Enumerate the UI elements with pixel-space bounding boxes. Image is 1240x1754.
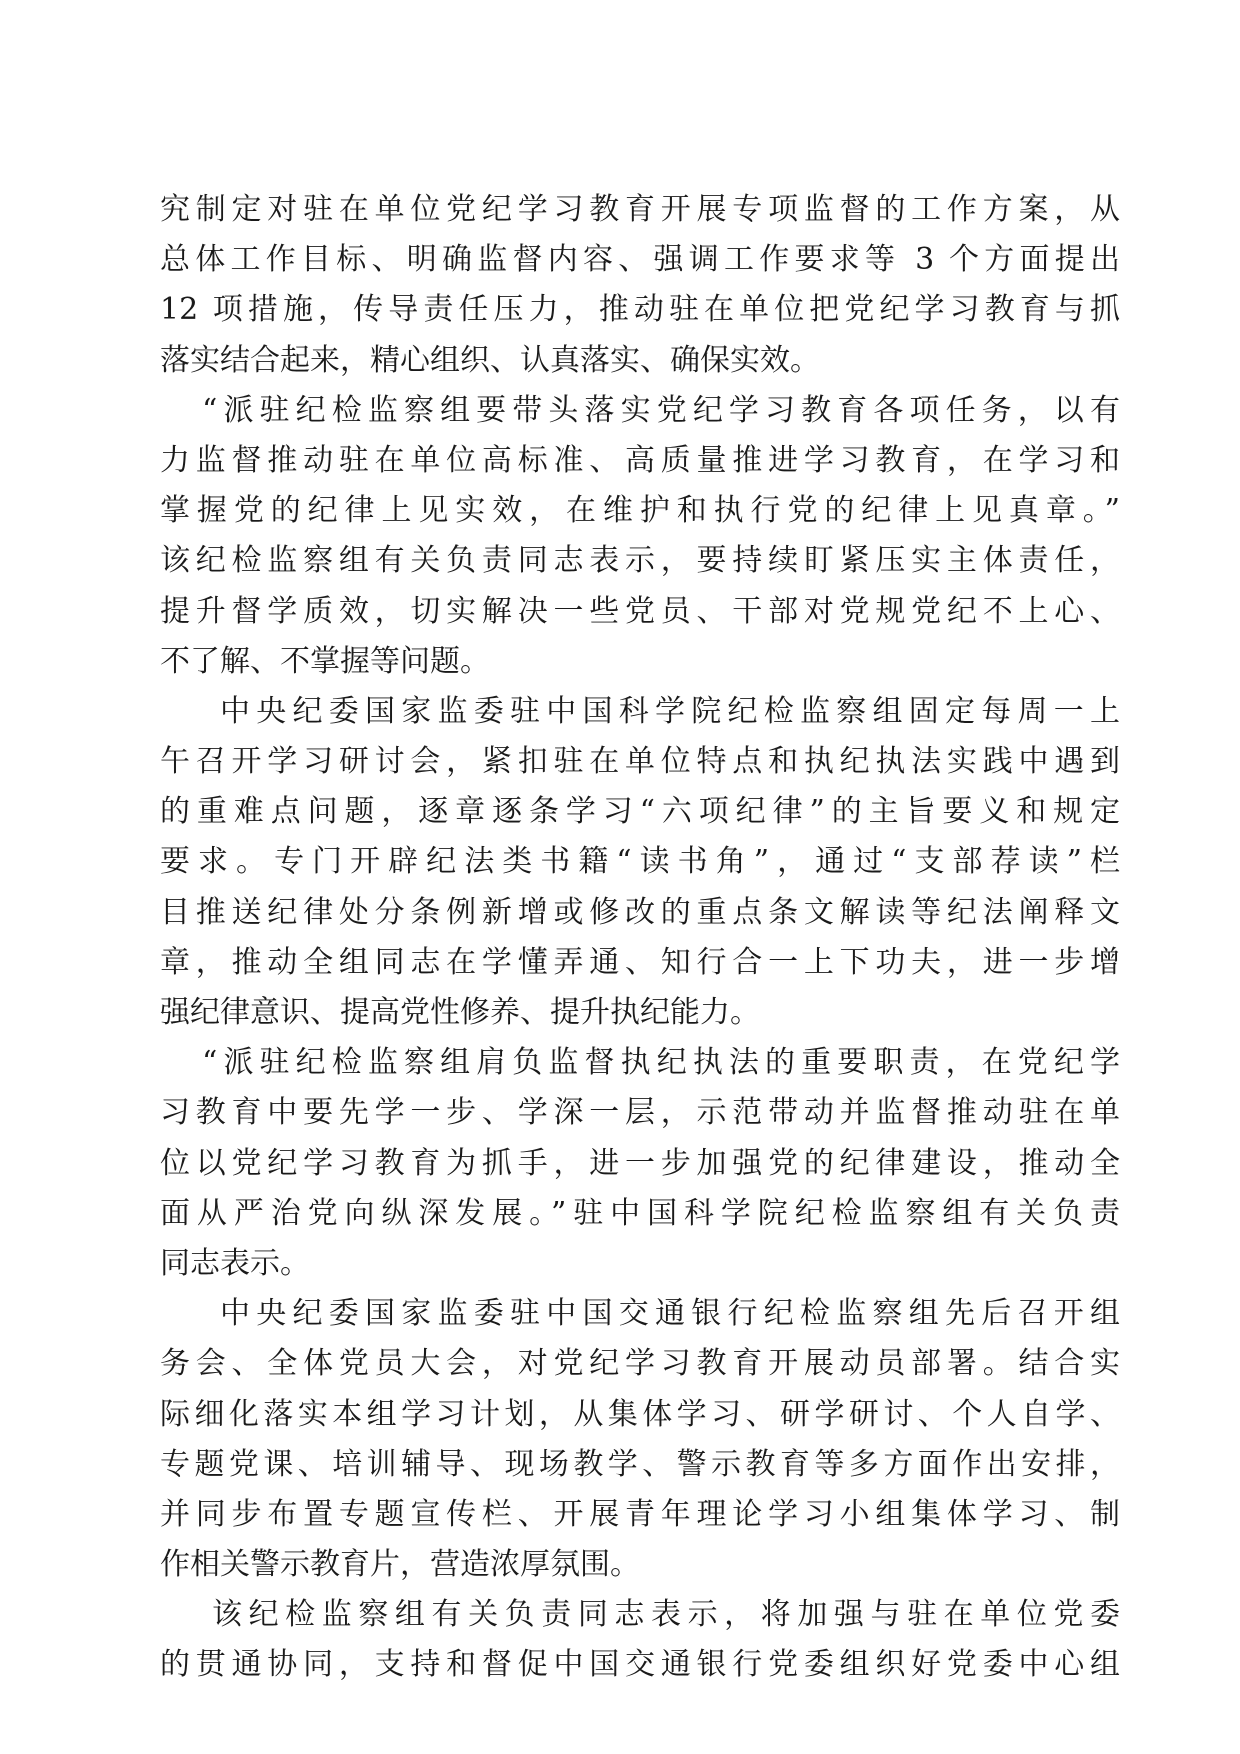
text-line: 务会、全体党员大会，对党纪学习教育开展动员部署。结合实 — [160, 1346, 1120, 1382]
text-line: 的贯通协同，支持和督促中国交通银行党委组织好党委中心组 — [160, 1647, 1120, 1683]
text-line: 章，推动全组同志在学懂弄通、知行合一上下功夫，进一步增 — [160, 944, 1120, 980]
text-line: 强纪律意识、提高党性修养、提升执纪能力。 — [160, 995, 760, 1030]
text-line: 12 项措施，传导责任压力，推动驻在单位把党纪学习教育与抓 — [160, 292, 1120, 328]
text-line: 并同步布置专题宣传栏、开展青年理论学习小组集体学习、制 — [160, 1496, 1120, 1532]
text-line: 午召开学习研讨会，紧扣驻在单位特点和执纪执法实践中遇到 — [160, 744, 1120, 780]
text-line: 要求。专门开辟纪法类书籍“读书角”，通过“支部荐读”栏 — [160, 844, 1120, 880]
text-line: 究制定对驻在单位党纪学习教育开展专项监督的工作方案，从 — [160, 192, 1120, 227]
text-line: 总体工作目标、明确监督内容、强调工作要求等 3 个方面提出 — [160, 242, 1120, 278]
text-line: 同志表示。 — [160, 1245, 310, 1281]
text-line: 力监督推动驻在单位高标准、高质量推进学习教育，在学习和 — [160, 442, 1120, 478]
text-line: 掌握党的纪律上见实效，在维护和执行党的纪律上见真章。” — [160, 493, 1120, 529]
text-line: 该纪检监察组有关负责同志表示，要持续盯紧压实主体责任， — [160, 543, 1120, 579]
text-line: 目推送纪律处分条例新增或修改的重点条文解读等纪法阐释文 — [160, 894, 1120, 930]
text-line: 中央纪委国家监委驻中国交通银行纪检监察组先后召开组 — [220, 1296, 1120, 1332]
text-line: 面从严治党向纵深发展。”驻中国科学院纪检监察组有关负责 — [160, 1195, 1120, 1231]
text-line: “派驻纪检监察组要带头落实党纪学习教育各项任务，以有 — [202, 392, 1120, 428]
text-line: 不了解、不掌握等问题。 — [160, 643, 490, 679]
text-line: 提升督学质效，切实解决一些党员、干部对党规党纪不上心、 — [160, 593, 1120, 629]
text-line: 落实结合起来，精心组织、认真落实、确保实效。 — [160, 342, 820, 378]
text-line: 中央纪委国家监委驻中国科学院纪检监察组固定每周一上 — [220, 693, 1120, 729]
text-line: 该纪检监察组有关负责同志表示，将加强与驻在单位党委 — [212, 1597, 1120, 1633]
text-line: 际细化落实本组学习计划，从集体学习、研学研讨、个人自学、 — [160, 1396, 1120, 1432]
text-line: 专题党课、培训辅导、现场教学、警示教育等多方面作出安排， — [160, 1446, 1120, 1482]
text-line: “派驻纪检监察组肩负监督执纪执法的重要职责，在党纪学 — [202, 1045, 1120, 1081]
document-body — [160, 185, 1120, 1691]
text-line: 的重难点问题，逐章逐条学习“六项纪律”的主旨要义和规定 — [160, 794, 1120, 830]
text-line: 习教育中要先学一步、学深一层，示范带动并监督推动驻在单 — [160, 1095, 1120, 1131]
text-line: 作相关警示教育片，营造浓厚氛围。 — [160, 1547, 640, 1583]
text-line: 位以党纪学习教育为抓手，进一步加强党的纪律建设，推动全 — [160, 1145, 1120, 1181]
